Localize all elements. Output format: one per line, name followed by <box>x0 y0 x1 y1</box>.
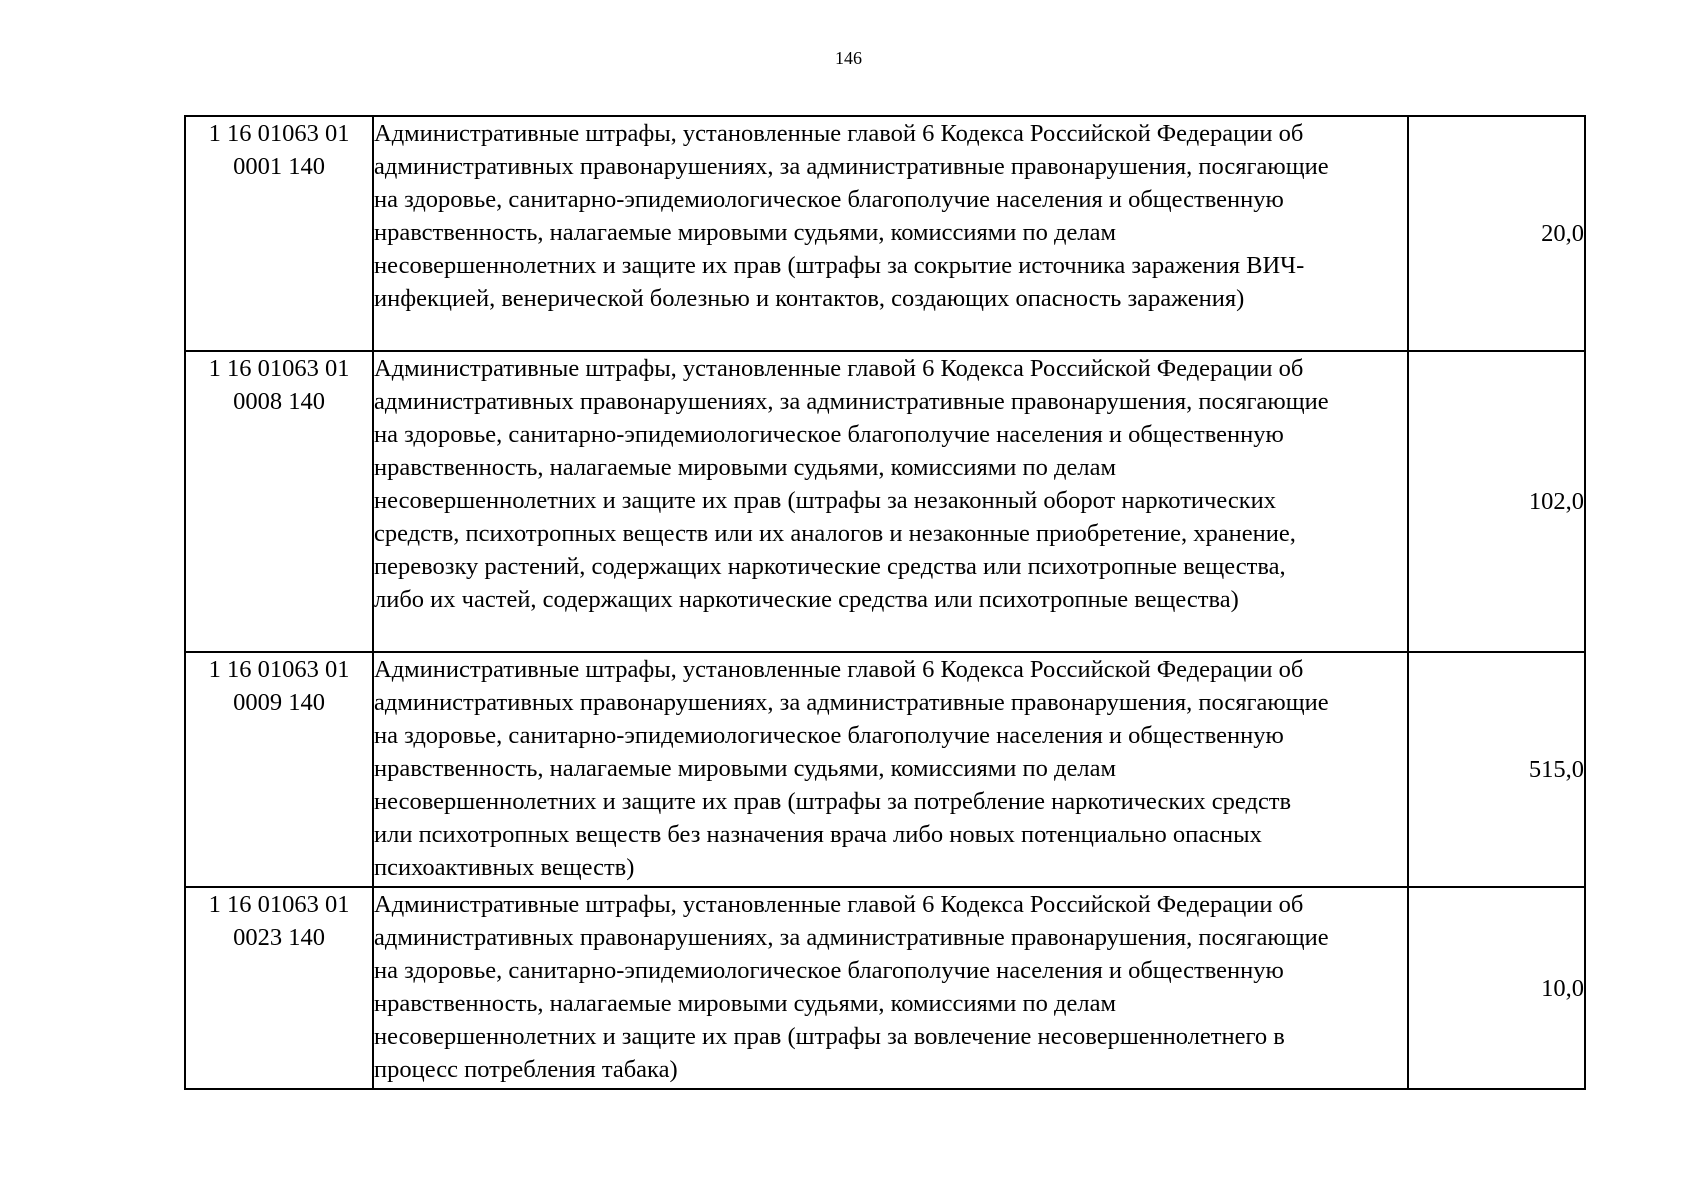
budget-code-line: 0001 140 <box>233 153 325 180</box>
revenue-name-line: на здоровье, санитарно-эпидемиологическое благополучие населения и общественную <box>374 421 1284 448</box>
table-row <box>185 351 1585 652</box>
revenue-name-cell <box>373 652 1408 887</box>
budget-code-line: 0023 140 <box>233 924 325 951</box>
table-row <box>185 116 1585 351</box>
budget-code-line: 0008 140 <box>233 388 325 415</box>
budget-code-line: 0009 140 <box>233 689 325 716</box>
budget-revenue-table <box>184 115 1586 1090</box>
revenue-name-line: нравственность, налагаемые мировыми судьями, комиссиями по делам <box>374 990 1116 1017</box>
revenue-name-line: Административные штрафы, установленные главой 6 Кодекса Российской Федерации об <box>374 120 1304 147</box>
revenue-name-line: на здоровье, санитарно-эпидемиологическое благополучие населения и общественную <box>374 957 1284 984</box>
revenue-name-line: несовершеннолетних и защите их прав (штрафы за потребление наркотических средств <box>374 788 1292 815</box>
budget-code-cell <box>185 116 373 351</box>
revenue-name-cell <box>373 116 1408 351</box>
revenue-name-line: несовершеннолетних и защите их прав (штрафы за сокрытие источника заражения ВИЧ- <box>374 252 1305 279</box>
budget-code-cell <box>185 652 373 887</box>
page-number: 146 <box>835 48 862 68</box>
amount-cell: 102,0 <box>1408 351 1585 652</box>
revenue-name-cell <box>373 351 1408 652</box>
revenue-name-line: инфекцией, венерической болезнью и контактов, создающих опасность заражения) <box>374 285 1245 312</box>
revenue-name-line: нравственность, налагаемые мировыми судьями, комиссиями по делам <box>374 219 1116 246</box>
revenue-name-line: административных правонарушениях, за административные правонарушения, посягающие <box>374 153 1329 180</box>
budget-code-line: 1 16 01063 01 <box>208 891 350 918</box>
revenue-name-line: или психотропных веществ без назначения врача либо новых потенциально опасных <box>374 821 1262 848</box>
revenue-name-line: административных правонарушениях, за административные правонарушения, посягающие <box>374 689 1329 716</box>
revenue-name-line: перевозку растений, содержащих наркотические средства или психотропные вещества, <box>374 553 1286 580</box>
table-row <box>185 887 1585 1089</box>
revenue-name-cell <box>373 887 1408 1089</box>
budget-code-line: 1 16 01063 01 <box>208 656 350 683</box>
revenue-name-line: процесс потребления табака) <box>374 1056 678 1083</box>
amount-cell: 515,0 <box>1408 652 1585 887</box>
revenue-name-line: Административные штрафы, установленные главой 6 Кодекса Российской Федерации об <box>374 891 1304 918</box>
revenue-name-line: психоактивных веществ) <box>374 854 635 881</box>
table-row <box>185 652 1585 887</box>
revenue-name-line: несовершеннолетних и защите их прав (штрафы за вовлечение несовершеннолетнего в <box>374 1023 1285 1050</box>
budget-code-cell <box>185 887 373 1089</box>
budget-code-line: 1 16 01063 01 <box>208 355 350 382</box>
revenue-name-line: административных правонарушениях, за административные правонарушения, посягающие <box>374 388 1329 415</box>
budget-code-line: 1 16 01063 01 <box>208 120 350 147</box>
revenue-name-line: Административные штрафы, установленные главой 6 Кодекса Российской Федерации об <box>374 656 1304 683</box>
amount-cell: 10,0 <box>1408 887 1585 1089</box>
budget-code-cell <box>185 351 373 652</box>
amount-cell: 20,0 <box>1408 116 1585 351</box>
revenue-name-line: средств, психотропных веществ или их аналогов и незаконные приобретение, хранение, <box>374 520 1296 547</box>
revenue-name-line: нравственность, налагаемые мировыми судьями, комиссиями по делам <box>374 454 1116 481</box>
revenue-name-line: Административные штрафы, установленные главой 6 Кодекса Российской Федерации об <box>374 355 1304 382</box>
revenue-name-line: нравственность, налагаемые мировыми судьями, комиссиями по делам <box>374 755 1116 782</box>
revenue-name-line: на здоровье, санитарно-эпидемиологическое благополучие населения и общественную <box>374 722 1284 749</box>
revenue-name-line: административных правонарушениях, за административные правонарушения, посягающие <box>374 924 1329 951</box>
revenue-name-line: либо их частей, содержащих наркотические средства или психотропные вещества) <box>374 586 1239 613</box>
revenue-name-line: несовершеннолетних и защите их прав (штрафы за незаконный оборот наркотических <box>374 487 1276 514</box>
revenue-name-line: на здоровье, санитарно-эпидемиологическое благополучие населения и общественную <box>374 186 1284 213</box>
